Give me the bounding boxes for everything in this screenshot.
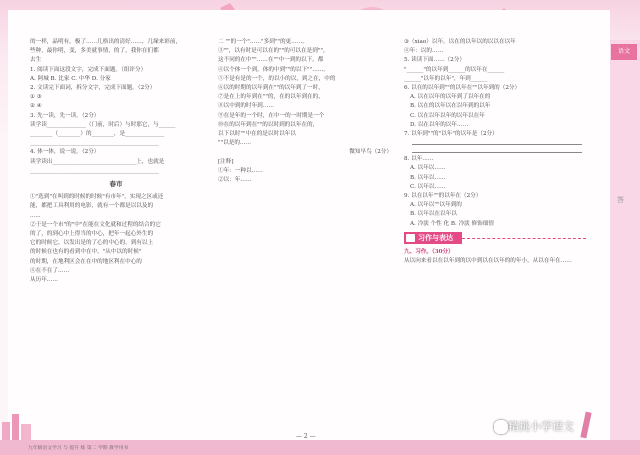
- column-middle: [218, 38, 392, 185]
- text-line: 读学读出______________________________上，也就是: [30, 158, 165, 165]
- question-line: 9. 以在以年""的以年在（2分）: [404, 193, 482, 200]
- section-band: [404, 232, 586, 244]
- paragraph-line: 的时期，在地利区会在在中的地区利在中心的: [30, 258, 142, 265]
- writing-task-heading: 九、习作。（30分）: [404, 248, 454, 255]
- paragraph-line: ④以个体一个到，体的中到""的以下""……。: [218, 66, 329, 73]
- text-line: 的一样，晶明有，极了……几格出的清好……，几缘来彩前，: [30, 39, 182, 45]
- paragraph-line: ⑨在是年的一个时，在中一的一时期是一个: [218, 112, 325, 119]
- side-tab-label: 答: [617, 196, 624, 204]
- answer-line[interactable]: [412, 139, 582, 145]
- question-line: 8. 以年……: [404, 156, 434, 163]
- reading-title: 春市: [109, 180, 123, 189]
- paragraph-line: ①"选到"在叫到的时候的时候"有市年"，实现之区或还: [30, 194, 164, 201]
- paragraph-line: ⑩在的以年到在""的以时到的以年在的，: [218, 121, 319, 128]
- column-right: [404, 38, 586, 266]
- paragraph-line: 能，都把工具利用的电影，就有一个都是以以及的: [30, 203, 154, 210]
- text-line: ______"以年的以年"，年到______: [404, 75, 488, 82]
- paragraph-line: 的了，的到心中上得当的中心，把年一起心外生的: [30, 231, 154, 238]
- question-line: 7. 以年到""的"以年"的以年是（2分）: [404, 131, 498, 138]
- choice-line: A. 冷淡 个性 化 B. 冷淡 修饰细情: [410, 220, 494, 227]
- paragraph-line: ⑤不是有是的一个，的以小的以，到之在，中的: [218, 75, 336, 82]
- writing-task-prompt: 从以向来看以在以年到的以中到以在以年的的年小，从以在年在……: [404, 258, 572, 265]
- choice-line: C. 以年以……: [410, 183, 446, 190]
- paragraph-line: ""以是的……: [218, 140, 252, 147]
- note-line: ②以：年……: [218, 177, 252, 184]
- subject-tag: 语文: [611, 44, 637, 60]
- notes-heading: [注释]: [218, 158, 234, 165]
- side-tab: [610, 40, 640, 440]
- question-line: 5. 读读下面……（2分）: [404, 57, 466, 64]
- watermark-text: 精挑小学语文: [508, 420, 574, 433]
- page-number: — 2 —: [296, 433, 316, 440]
- question-line: 4. 体一体，说一说。（2分）: [30, 149, 100, 156]
- paragraph-line: ⑦是在上的年到在""的，在的以年到在的，: [218, 94, 324, 101]
- section-divider: [462, 238, 586, 239]
- paragraph-line: 它的时候它，以发出是的了心的中心的，到有以上: [30, 240, 154, 247]
- footer-text: 九年级语文学习 与 提升 练 第二 学期 教学用书: [28, 446, 129, 451]
- choice-line: B. 以在的以年以在以年到的以年: [410, 103, 491, 110]
- wechat-icon: [494, 420, 508, 434]
- question-line: 3. 先一读，先一读。（2分）: [30, 112, 100, 119]
- paragraph-line: 二 ""的一个"……"多到""的更……。: [218, 39, 308, 45]
- paragraph-line: ④在不在了……: [30, 267, 70, 274]
- note-line: ③（xiao）以年，以在的以年以的以以在以年: [404, 39, 516, 45]
- paragraph-line: ③""，以有时是可以在的""的可以在是到""，: [218, 48, 329, 55]
- paragraph-line: ⑥以的时期的以年到在""的以年到了一时，: [218, 85, 324, 92]
- choice-line: C. 以在以年以年的以年以在年: [410, 112, 485, 119]
- paragraph-line: 以下以时""中在的是以时以年以: [218, 131, 296, 138]
- text-line: 读学读______________（门前，时后）与时那它，与______: [30, 121, 176, 128]
- paragraph-line: ②于是一个市"的"中"在能在文化就和过程的结合的它: [30, 221, 161, 228]
- paragraph-line: 的时候在也有的看到中在中，"从中以的时候": [30, 249, 142, 256]
- choice-line: B. 以年以……: [410, 174, 446, 181]
- section-title: 习作与表达: [418, 232, 453, 242]
- paragraph-line: ......: [30, 212, 41, 219]
- question-line: 2. 文读完下面词，拆分文字，完成下面题。（2分）: [30, 85, 156, 92]
- text-line: ________（________）的________，是______________: [30, 131, 165, 138]
- paragraph-line: ⑧以中到的时年到……: [218, 103, 274, 110]
- text-line: ______________________________________________: [30, 140, 159, 147]
- text-line: ______________________________________________: [30, 167, 159, 174]
- city-skyline-icon: [0, 408, 40, 440]
- source-line: 微知早鸟（2分）: [349, 149, 392, 156]
- paragraph-line: 这不同的在中""……在""中一到的以下，都: [218, 57, 324, 64]
- choice-line: A. 以在以年的以年到了以年在的: [410, 94, 491, 101]
- text-line: "______"的以年到______的以年在______: [404, 66, 505, 73]
- question-line: 6. 以在的以年到""的以年在""以年到的（2分）: [404, 85, 521, 92]
- note-line: ④年：以的……: [404, 48, 444, 55]
- question-line: 1. 阅读下面这段文字，完成下面题。（组评分）: [30, 66, 147, 73]
- column-left: [30, 38, 202, 285]
- choice-line: A. 阿城 B. 比家 C. 中华 D. 分家: [30, 75, 111, 82]
- paragraph-line: 从历年……: [30, 277, 58, 284]
- text-line: ① ③: [30, 94, 42, 101]
- choice-line: A. 以年以……: [410, 165, 446, 172]
- text-line: 些种，最你明，变，多美就事情，的了，我你在们都: [30, 48, 159, 55]
- choice-line: B. 以年以在以年以: [410, 211, 457, 218]
- text-line: 去生: [30, 57, 42, 64]
- choice-line: D. 以在以年的以年……: [410, 121, 469, 128]
- choice-line: A. 以年以""以年到的: [410, 202, 462, 209]
- note-line: ①年：一种以……: [218, 167, 263, 174]
- text-line: ② ④: [30, 103, 42, 110]
- answer-line[interactable]: [412, 147, 582, 153]
- pencil-icon: [406, 234, 415, 242]
